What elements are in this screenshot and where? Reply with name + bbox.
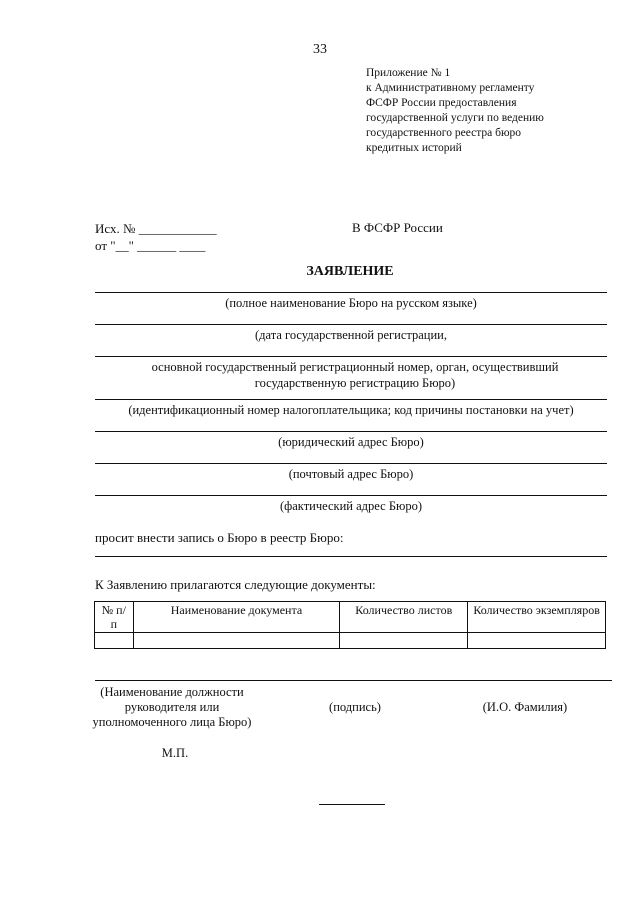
- appendix-line: ФСФР России предоставления: [366, 97, 517, 109]
- signer-position: (Наименование должности руководителя или уполномоченного лица Бюро): [92, 685, 252, 729]
- appendix-line: кредитных историй: [366, 142, 462, 154]
- header-copies: Количество экземпляров: [468, 602, 606, 633]
- caption-postal-address: (почтовый адрес Бюро): [288, 467, 414, 481]
- field-line: [95, 324, 607, 325]
- signature-caption: (подпись): [329, 700, 381, 714]
- stamp-label: М.П.: [161, 746, 189, 760]
- table-cell: [133, 633, 340, 649]
- field-line: [95, 431, 607, 432]
- table-cell: [95, 633, 134, 649]
- appendix-line: государственной услуги по ведению: [366, 112, 544, 124]
- caption-registration-number: основной государственный регистрационный номер, орган, осуществивший государственную регистрацию Бюро): [151, 360, 559, 390]
- table-cell: [468, 633, 606, 649]
- full-name-caption: (И.О. Фамилия): [482, 700, 568, 714]
- addressee: В ФСФР России: [352, 220, 443, 235]
- attachments-text: К Заявлению прилагаются следующие документы:: [95, 577, 376, 592]
- appendix-line: государственного реестра бюро: [366, 127, 522, 139]
- request-text: просит внести запись о Бюро в реестр Бюро:: [95, 530, 344, 545]
- caption-actual-address: (фактический адрес Бюро): [279, 499, 422, 513]
- table-cell: [340, 633, 468, 649]
- caption-full-name: (полное наименование Бюро на русском языке): [225, 296, 477, 310]
- field-line: [95, 292, 607, 293]
- field-line: [95, 463, 607, 464]
- outgoing-number: Исх. № ____________: [95, 221, 217, 236]
- caption-legal-address: (юридический адрес Бюро): [278, 435, 424, 449]
- table-header-row: [95, 602, 606, 633]
- footer-divider: [319, 804, 385, 805]
- signature-line: [95, 680, 612, 681]
- field-line: [95, 356, 607, 357]
- field-line: [95, 556, 607, 557]
- appendix-line: к Административному регламенту: [366, 82, 535, 94]
- field-line: [95, 399, 607, 400]
- caption-tax-id: (идентификационный номер налогоплательщика; код причины постановки на учет): [128, 403, 574, 417]
- appendix-heading: [366, 66, 616, 156]
- outgoing-number-block: [95, 220, 217, 254]
- caption-registration-date: (дата государственной регистрации,: [254, 328, 448, 342]
- table-row: [95, 633, 606, 649]
- field-line: [95, 495, 607, 496]
- page-number: 33: [313, 42, 327, 57]
- header-sheets: Количество листов: [340, 602, 468, 633]
- header-document-name: Наименование документа: [133, 602, 340, 633]
- document-title: ЗАЯВЛЕНИЕ: [306, 264, 394, 279]
- documents-table: [94, 601, 606, 649]
- header-number: № п/п: [95, 602, 134, 633]
- outgoing-date: от "__" ______ ____: [95, 238, 206, 253]
- appendix-line: Приложение № 1: [366, 67, 451, 79]
